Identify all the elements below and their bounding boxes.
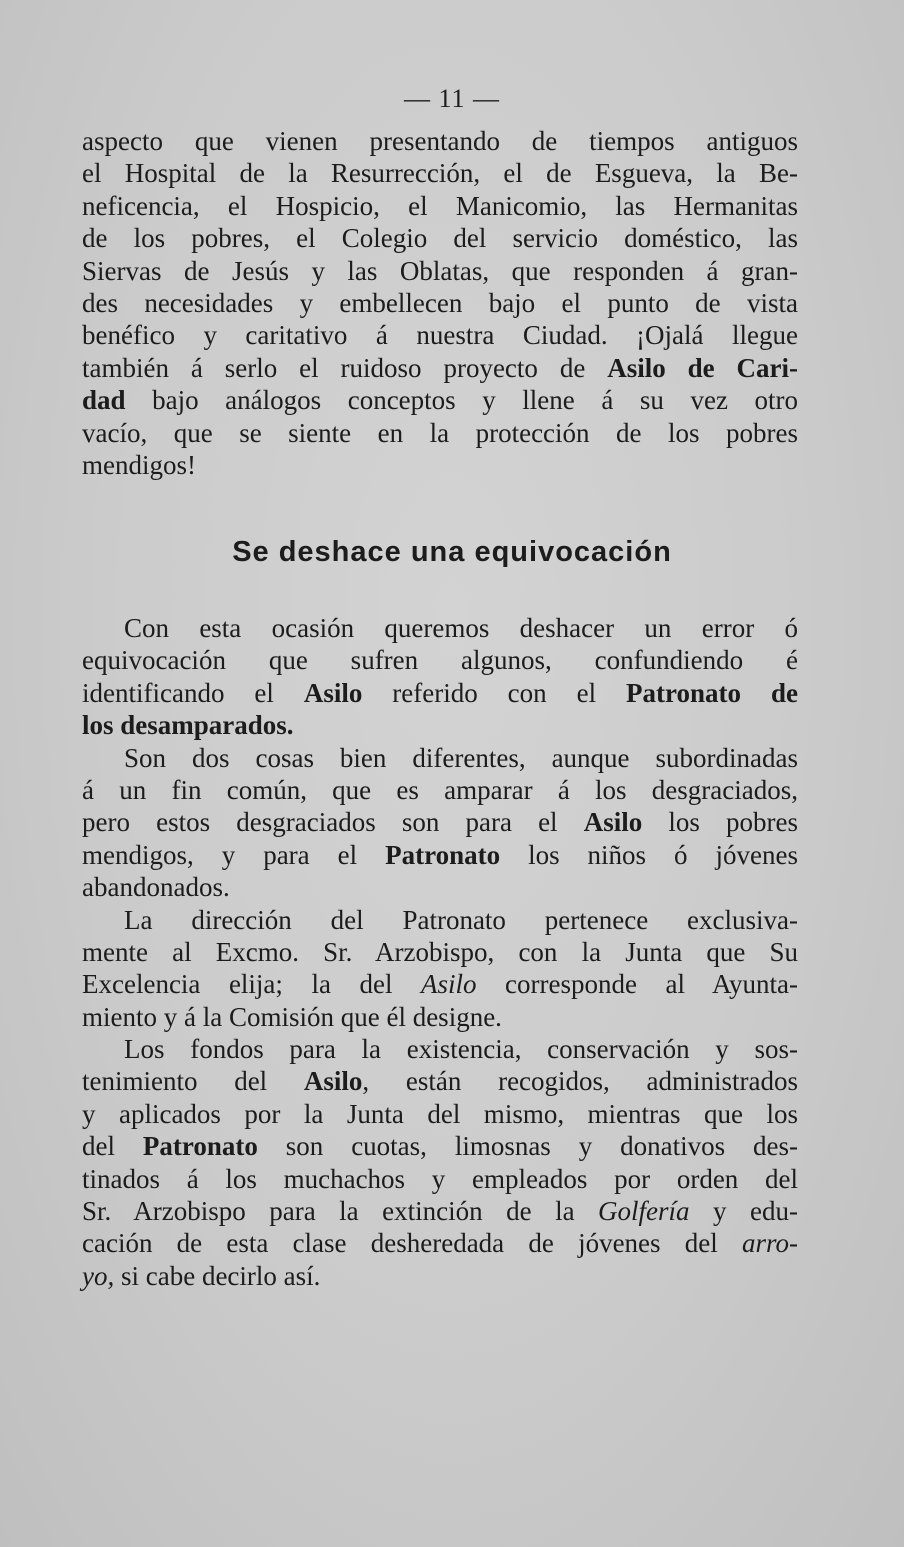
section-heading: Se deshace una equivocación	[232, 536, 672, 568]
text-segment: referido con el	[362, 677, 627, 708]
text-segment: bajo análogos conceptos y llene á su vez otro	[125, 385, 798, 416]
text-line	[82, 1130, 798, 1162]
bold-term-patronato: Patronato	[385, 839, 501, 870]
text-line	[82, 709, 798, 741]
text-segment: identificando el	[82, 677, 304, 708]
text-line	[82, 1065, 798, 1097]
text-line: benéfico y caritativo á nuestra Ciudad. ¡Ojalá llegue	[82, 320, 798, 351]
text-segment: los niños ó jóvenes	[500, 839, 798, 870]
text-segment: los pobres	[642, 807, 798, 838]
text-segment: si cabe decirlo así.	[114, 1260, 321, 1291]
text-segment: también á serlo el ruidoso proyecto de	[82, 352, 608, 383]
text-line: Son dos cosas bien diferentes, aunque subordinadas	[124, 742, 798, 773]
italic-term-yo: yo,	[82, 1260, 115, 1291]
text-segment: pero estos desgraciados son para el	[82, 807, 584, 838]
text-segment: tenimiento del	[82, 1066, 304, 1097]
text-line	[82, 968, 798, 1000]
text-segment: corresponde al Ayunta-	[476, 969, 798, 1000]
text-line: vacío, que se siente en la protección de los pobres	[82, 417, 798, 448]
paragraph-hospitals	[82, 125, 798, 481]
text-segment: cación de esta clase desheredada de jóvenes del	[82, 1228, 742, 1259]
text-line: y aplicados por la Junta del mismo, mientras que los	[82, 1098, 798, 1129]
text-line: á un fin común, que es amparar á los desgraciados,	[82, 774, 798, 805]
bold-term-asilo-de-caridad: Asilo de Cari-	[607, 352, 798, 383]
text-line: mendigos!	[82, 449, 196, 480]
bold-term-patronato: Patronato	[142, 1131, 258, 1162]
text-segment: Excelencia elija; la del	[82, 969, 421, 1000]
bold-term-asilo: Asilo	[303, 677, 363, 708]
text-line: miento y á la Comisión que él designe.	[82, 1001, 502, 1032]
bold-term-patronato: Patronato de	[626, 677, 798, 708]
italic-term-arroyo: arro-	[741, 1228, 798, 1259]
text-line: Con esta ocasión queremos deshacer un error ó	[124, 613, 798, 643]
text-line	[82, 806, 798, 838]
text-segment: y edu-	[689, 1196, 798, 1227]
text-line	[82, 1260, 798, 1292]
text-line: el Hospital de la Resurrección, el de Esgueva, la Be-	[82, 158, 798, 189]
text-line	[82, 1227, 798, 1259]
text-segment: del	[82, 1131, 143, 1162]
text-segment: , están recogidos, administrados	[362, 1066, 798, 1097]
text-line: tinados á los muchachos y empleados por orden del	[82, 1163, 798, 1194]
text-line: Siervas de Jesús y las Oblatas, que responden á gran-	[82, 255, 798, 286]
text-segment: mendigos, y para el	[82, 839, 386, 870]
italic-term-golferia: Golfería	[598, 1196, 690, 1227]
text-line: La dirección del Patronato pertenece exclusiva-	[124, 904, 798, 935]
text-line: mente al Excmo. Sr. Arzobispo, con la Junta que Su	[82, 936, 798, 967]
bold-term-desamparados: los desamparados.	[82, 710, 294, 741]
text-line: abandonados.	[82, 872, 230, 903]
text-segment: Sr. Arzobispo para la extinción de la	[82, 1196, 599, 1227]
text-line: equivocación que sufren algunos, confundiendo é	[82, 645, 798, 676]
page-number: — 11 —	[403, 84, 501, 113]
text-line: aspecto que vienen presentando de tiempos antiguos	[82, 126, 798, 156]
bold-term-asilo: Asilo	[583, 807, 643, 838]
text-line: des necesidades y embellecen bajo el punto de vista	[82, 287, 798, 318]
text-line: neficencia, el Hospicio, el Manicomio, las Hermanitas	[82, 190, 798, 221]
bold-term-dad: dad	[82, 385, 126, 416]
italic-term-asilo: Asilo	[420, 969, 477, 1000]
text-segment: son cuotas, limosnas y donativos des-	[257, 1131, 798, 1162]
text-line	[82, 352, 798, 384]
text-line: Los fondos para la existencia, conservación y sos-	[124, 1034, 798, 1065]
text-line: de los pobres, el Colegio del servicio doméstico, las	[82, 223, 798, 254]
bold-term-asilo: Asilo	[303, 1066, 363, 1097]
text-line	[82, 384, 798, 416]
text-line	[82, 839, 798, 871]
text-line	[82, 677, 798, 709]
section-body	[82, 612, 798, 1292]
text-line	[82, 1195, 798, 1227]
